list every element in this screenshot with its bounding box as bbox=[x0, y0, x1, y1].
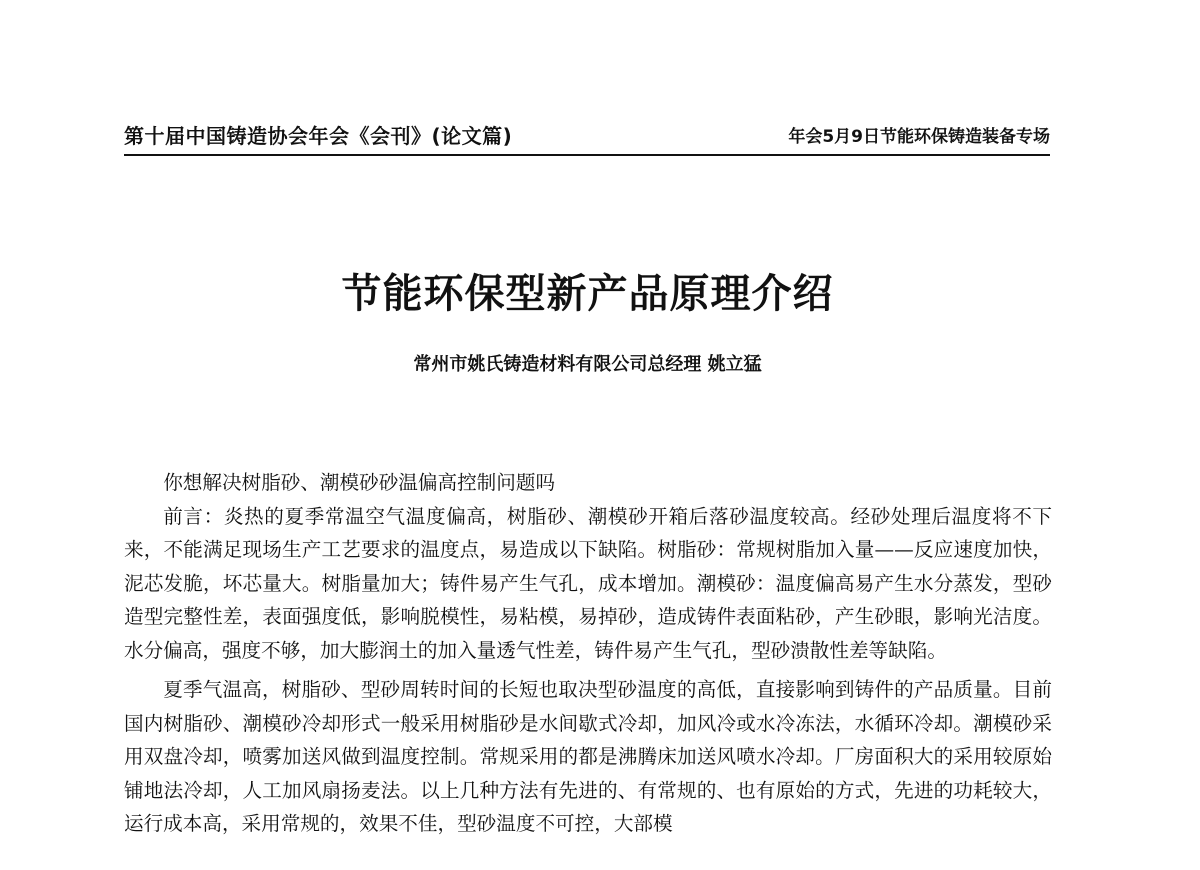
intro-paragraph: 前言：炎热的夏季常温空气温度偏高，树脂砂、潮模砂开箱后落砂温度较高。经砂处理后温度将不下来，不能满足现场生产工艺要求的温度点，易造成以下缺陷。树脂砂：常规树脂加入量——反应速度加快，泥芯发脆，坏芯量大。树脂量加大；铸件易产生气孔，成本增加。潮模砂：温度偏高易产生水分蒸发，型砂造型完整性差，表面强度低，影响脱模性，易粘模，易掉砂，造成铸件表面粘砂，产生砂眼，影响光洁度。水分偏高，强度不够，加大膨润土的加入量透气性差，铸件易产生气孔，型砂溃散性差等缺陷。 bbox=[124, 504, 1052, 662]
journal-title: 第十届中国铸造协会年会《会刊》(论文篇) bbox=[124, 124, 513, 148]
body-paragraph: 夏季气温高，树脂砂、型砂周转时间的长短也取决型砂温度的高低，直接影响到铸件的产品质量。目前国内树脂砂、潮模砂冷却形式一般采用树脂砂是水间歇式冷却，加风冷或水冷冻法，水循环冷却。潮模砂采用双盘冷却，喷雾加送风做到温度控制。常规采用的都是沸腾床加送风喷水冷却。厂房面积大的采用较原始铺地法冷却，人工加风扇扬麦法。以上几种方法有先进的、有常规的、也有原始的方式，先进的功耗较大，运行成本高，采用常规的，效果不佳，型砂温度不可控，大部模 bbox=[124, 678, 1052, 835]
session-info: 年会5月9日节能环保铸造装备专场 bbox=[788, 127, 1050, 147]
question-paragraph: 你想解决树脂砂、潮模砂砂温偏高控制问题吗 bbox=[163, 471, 556, 494]
running-header bbox=[124, 118, 1050, 156]
article-title: 节能环保型新产品原理介绍 bbox=[341, 271, 834, 317]
article-body bbox=[124, 466, 1052, 841]
author-line: 常州市姚氏铸造材料有限公司总经理 姚立猛 bbox=[413, 354, 762, 375]
